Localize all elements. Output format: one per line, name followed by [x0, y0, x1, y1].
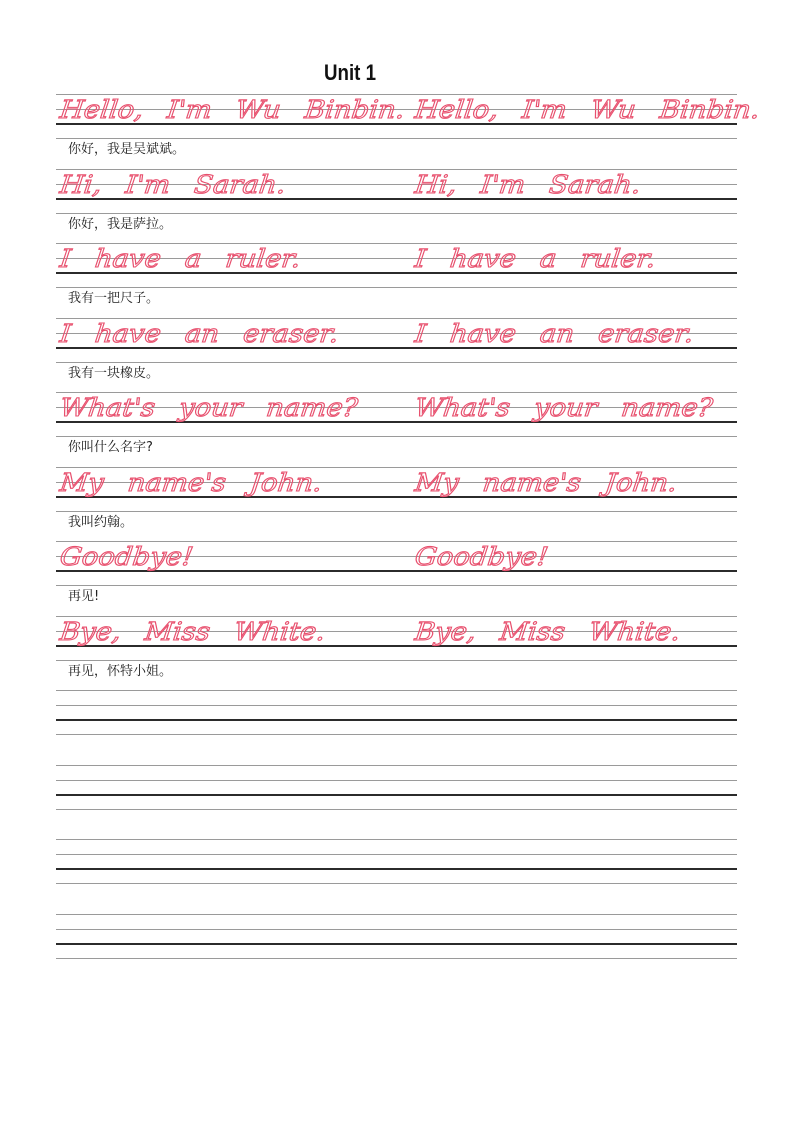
chinese-translation: 你好，我是吴斌斌。: [68, 142, 186, 157]
tracing-sentence-right: Goodbye!: [413, 542, 550, 571]
guide-rule: [56, 883, 737, 884]
tracing-sentence-right: Hello, I'm Wu Binbin.: [413, 95, 762, 124]
tracing-sentence-right: I have an eraser.: [413, 319, 696, 348]
tracing-sentence-left: Bye, Miss White.: [58, 617, 327, 646]
guide-rule: [56, 929, 737, 930]
page-title: Unit 1: [324, 60, 376, 85]
tracing-sentence-right: Hi, I'm Sarah.: [413, 170, 643, 199]
tracing-sentence-right: My name's John.: [413, 468, 679, 497]
guide-rule: [56, 362, 737, 363]
guide-rule: [56, 914, 737, 915]
guide-rule: [56, 809, 737, 810]
chinese-translation: 再见，怀特小姐。: [68, 664, 173, 679]
tracing-sentence-left: Hello, I'm Wu Binbin.: [58, 95, 407, 124]
baseline-rule: [56, 794, 737, 796]
baseline-rule: [56, 868, 737, 870]
tracing-sentence-left: Hi, I'm Sarah.: [58, 170, 288, 199]
guide-rule: [56, 511, 737, 512]
chinese-translation: 我叫约翰。: [68, 515, 134, 530]
guide-rule: [56, 213, 737, 214]
guide-rule: [56, 765, 737, 766]
tracing-sentence-left: Goodbye!: [58, 542, 195, 571]
guide-rule: [56, 585, 737, 586]
tracing-sentence-left: My name's John.: [58, 468, 324, 497]
guide-rule: [56, 854, 737, 855]
guide-rule: [56, 734, 737, 735]
chinese-translation: 我有一把尺子。: [68, 291, 160, 306]
tracing-sentence-right: What's your name?: [413, 393, 715, 422]
guide-rule: [56, 958, 737, 959]
chinese-translation: 再见!: [68, 589, 100, 604]
chinese-translation: 你好，我是萨拉。: [68, 217, 173, 232]
guide-rule: [56, 436, 737, 437]
guide-rule: [56, 660, 737, 661]
tracing-sentence-right: Bye, Miss White.: [413, 617, 682, 646]
tracing-sentence-left: What's your name?: [58, 393, 360, 422]
tracing-sentence-left: I have an eraser.: [58, 319, 341, 348]
chinese-translation: 我有一块橡皮。: [68, 366, 160, 381]
tracing-sentence-left: I have a ruler.: [58, 244, 303, 273]
guide-rule: [56, 705, 737, 706]
chinese-translation: 你叫什么名字?: [68, 440, 153, 455]
tracing-sentence-right: I have a ruler.: [413, 244, 658, 273]
guide-rule: [56, 138, 737, 139]
guide-rule: [56, 839, 737, 840]
baseline-rule: [56, 719, 737, 721]
guide-rule: [56, 780, 737, 781]
guide-rule: [56, 690, 737, 691]
baseline-rule: [56, 943, 737, 945]
guide-rule: [56, 287, 737, 288]
